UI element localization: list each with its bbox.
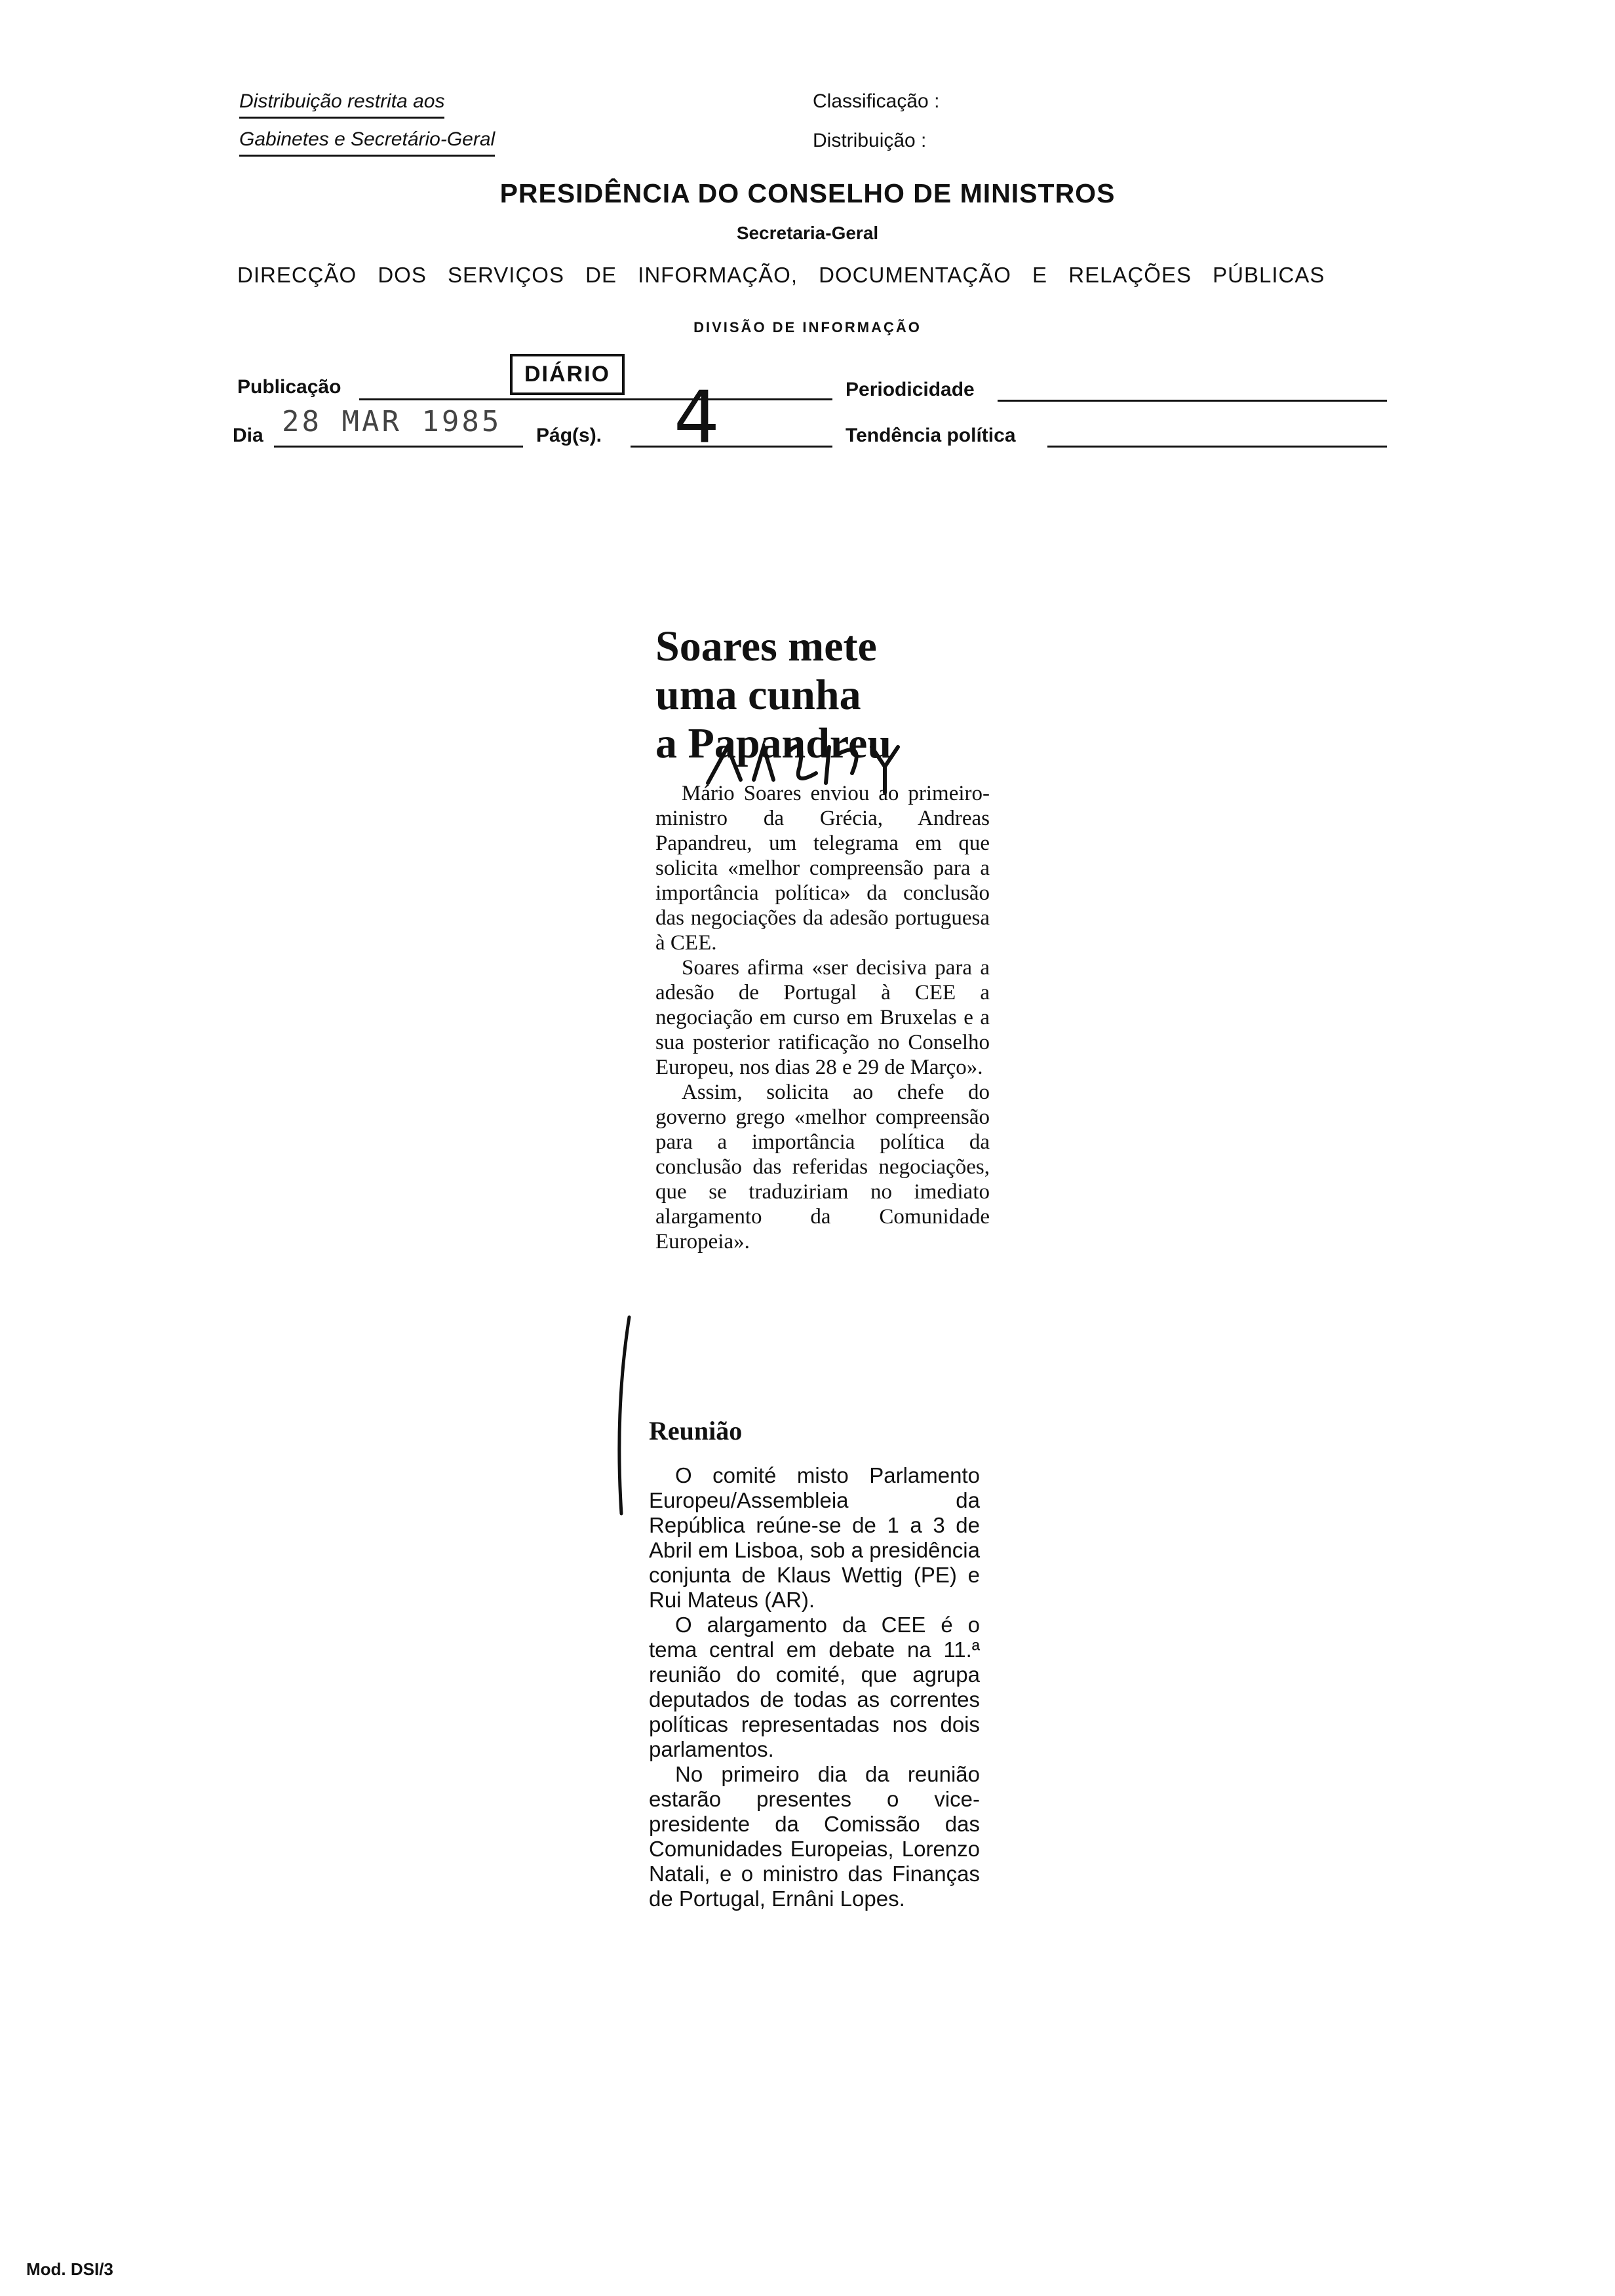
page-title: PRESIDÊNCIA DO CONSELHO DE MINISTROS: [499, 178, 1116, 208]
article-paragraph-5: O alargamento da CEE é o tema central em debate na 11.ª reunião do comité, que agrupa deputados de todas as correntes políticas representadas nos dois parlamentos.: [649, 1613, 980, 1761]
publicacao-label: Publicação: [237, 376, 341, 398]
page-subtitle: Secretaria-Geral: [736, 223, 879, 243]
article-headline-line3: a Papandreu: [655, 719, 892, 767]
article-paragraph-4: O comité misto Parlamento Europeu/Assembleia da República reúne-se de 1 a 3 de Abril em Lisboa, sob a presidência conjunta de Klaus Wettig (PE) e Rui Mateus (AR).: [649, 1463, 980, 1612]
tendencia-label: Tendência política: [846, 425, 1016, 446]
publicacao-stamp: DIÁRIO: [510, 354, 625, 395]
pags-label: Pág(s).: [536, 425, 602, 446]
form-model-code: Mod. DSI/3: [26, 2259, 113, 2279]
dia-stamp: 28 MAR 1985: [282, 405, 502, 438]
distribution-note-line1: Distribuição restrita aos: [239, 90, 444, 119]
article-section-2: [649, 1415, 980, 1911]
direccao-line: DIRECÇÃO DOS SERVIÇOS DE INFORMAÇÃO, DOCUMENTAÇÃO E RELAÇÕES PÚBLICAS: [237, 263, 1325, 287]
article-headline-line2: uma cunha: [655, 671, 861, 719]
article-paragraph-6: No primeiro dia da reunião estarão presentes o vice-presidente da Comissão das Comunidades Europeias, Lorenzo Natali, e o ministro das Finanças de Portugal, Ernâni Lopes.: [649, 1762, 980, 1911]
pags-handwritten: 4: [674, 375, 720, 459]
distribuicao-label: Distribuição :: [813, 130, 927, 151]
handwritten-reference-mark: [701, 721, 924, 799]
margin-bracket-mark: [610, 1311, 636, 1520]
tendencia-line: [1047, 446, 1387, 448]
article-paragraph-3: Assim, solicita ao chefe do governo grego «melhor compreensão para a importância política da conclusão das referidas negociações, que se traduziriam no imediato alargamento da Comunidade Europeia».: [655, 1081, 990, 1253]
pags-line: [631, 446, 832, 448]
distribution-note-line2: Gabinetes e Secretário-Geral: [239, 128, 495, 157]
publicacao-line: [359, 398, 832, 400]
article-paragraph-2: Soares afirma «ser decisiva para a adesão de Portugal à CEE a negociação em curso em Bruxelas e a sua posterior ratificação no Conselho Europeu, nos dias 28 e 29 de Março».: [655, 956, 990, 1079]
article: [655, 622, 990, 1254]
article-headline-line1: Soares mete: [655, 622, 877, 670]
divisao-line: DIVISÃO DE INFORMAÇÃO: [693, 319, 922, 335]
article-subheading: Reunião: [649, 1416, 743, 1445]
article-paragraph-1: Mário Soares enviou ao primeiro-ministro da Grécia, Andreas Papandreu, um telegrama em que solicita «melhor compreensão para a importância política» da conclusão das negociações da adesão portuguesa à CEE.: [655, 782, 990, 955]
classificacao-label: Classificação :: [813, 90, 940, 112]
periodicidade-label: Periodicidade: [846, 379, 975, 400]
periodicidade-line: [998, 400, 1387, 402]
dia-line: [274, 446, 523, 448]
dia-label: Dia: [233, 425, 263, 446]
